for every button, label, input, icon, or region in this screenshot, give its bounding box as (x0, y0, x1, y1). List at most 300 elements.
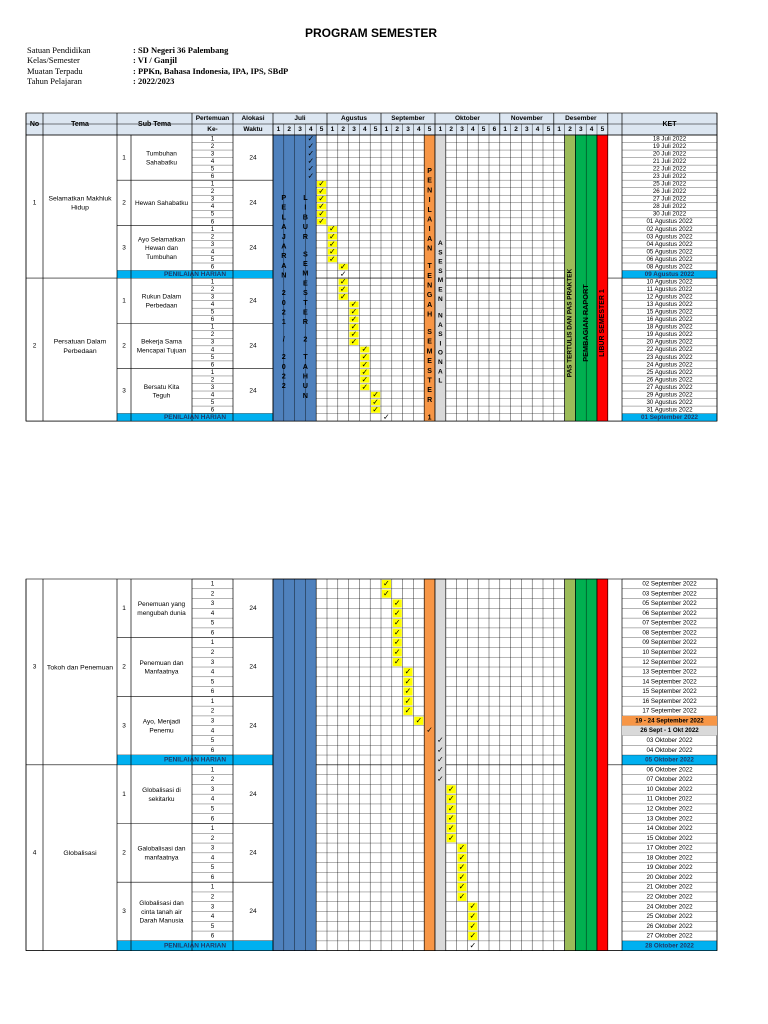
pertemuan-number: 3 (210, 240, 215, 248)
alokasi-waktu: 24 (249, 908, 257, 916)
ket-date: 12 September 2022 (642, 658, 697, 666)
check-icon: ✓ (383, 412, 390, 422)
pertemuan-number: 3 (210, 195, 215, 203)
header-week: 4 (535, 126, 540, 134)
check-icon: ✓ (350, 322, 358, 332)
ket-date: 26 Juli 2022 (652, 188, 687, 196)
check-icon: ✓ (447, 813, 455, 823)
subtheme-name: Tumbuhan Sahabatku (145, 150, 178, 167)
check-icon: ✓ (307, 133, 315, 143)
pertemuan-number: 2 (210, 376, 215, 384)
alokasi-waktu: 24 (249, 297, 257, 305)
header-tema: Tema (71, 120, 89, 128)
subtheme-name: Hewan Sahabatku (134, 200, 189, 208)
header-week: 2 (287, 126, 292, 134)
pertemuan-number: 6 (210, 316, 215, 324)
ket-date: 02 Agustus 2022 (646, 225, 693, 233)
check-icon: ✓ (361, 367, 369, 377)
ket-date: 18 Juli 2022 (652, 135, 687, 143)
ket-date: 23 Agustus 2022 (646, 353, 693, 361)
header-pertemuan-ke: Ke- (207, 126, 218, 134)
penilaian-label: PENILAIAN HARIAN (163, 414, 227, 422)
pertemuan-number: 4 (210, 158, 215, 166)
info-label: Muatan Terpadu (27, 65, 83, 76)
header-month: Oktober (454, 115, 480, 123)
theme-no: 1 (32, 199, 37, 207)
ket-date: 29 Agustus 2022 (646, 391, 693, 399)
alokasi-waktu: 24 (249, 387, 257, 395)
subtheme-no: 1 (122, 154, 126, 162)
ket-date: 30 Agustus 2022 (646, 398, 693, 406)
info-label: Satuan Pendidikan (27, 45, 91, 55)
check-icon: ✓ (361, 352, 369, 362)
pertemuan-number: 1 (210, 825, 215, 833)
pertemuan-number: 6 (210, 263, 215, 271)
alokasi-waktu: 24 (249, 605, 257, 613)
check-icon: ✓ (393, 608, 401, 618)
pertemuan-number: 4 (210, 609, 215, 617)
check-icon: ✓ (318, 186, 325, 196)
subtheme-no: 3 (122, 722, 126, 730)
ket-date: 17 September 2022 (642, 707, 697, 715)
check-icon: ✓ (437, 764, 444, 774)
check-icon: ✓ (447, 823, 455, 833)
check-icon: ✓ (404, 667, 412, 677)
pertemuan-number: 6 (210, 746, 215, 754)
check-icon: ✓ (329, 246, 336, 256)
subtheme-no: 2 (122, 663, 126, 671)
ket-date: 07 September 2022 (642, 619, 697, 627)
vertical-label-libur2: L I B U R S E M E S T E R 2 T A H U N (302, 193, 309, 400)
ket-date: 08 Agustus 2022 (646, 263, 693, 271)
check-icon: ✓ (469, 940, 477, 950)
pertemuan-number: 3 (210, 150, 215, 158)
check-icon: ✓ (458, 843, 466, 853)
ket-date: 22 Juli 2022 (652, 165, 687, 173)
subtheme-name: Bekerja Sama Mencapai Tujuan (136, 338, 187, 355)
pertemuan-number: 3 (210, 717, 215, 725)
pertemuan-number: 5 (210, 864, 215, 872)
header-pertemuan: Pertemuan (195, 115, 230, 123)
ket-date: 13 Oktober 2022 (646, 815, 693, 823)
ket-date: 17 Oktober 2022 (646, 844, 693, 852)
header-week: 1 (503, 126, 508, 134)
subtheme-name: Ayo Selamatkan Hewan dan Tumbuhan (137, 236, 186, 261)
header-week: 5 (481, 126, 486, 134)
pertemuan-number: 4 (210, 301, 215, 309)
header-week: 2 (395, 126, 400, 134)
check-icon: ✓ (339, 269, 347, 279)
check-icon: ✓ (329, 231, 336, 241)
ket-date: 16 Agustus 2022 (646, 316, 693, 324)
check-icon: ✓ (372, 397, 379, 407)
check-icon: ✓ (361, 359, 369, 369)
check-icon: ✓ (404, 676, 412, 686)
pertemuan-number: 4 (210, 854, 215, 862)
check-icon: ✓ (447, 803, 455, 813)
header-month: Agustus (341, 115, 367, 123)
subtheme-name: Bersatu Kita Teguh (143, 383, 180, 400)
pertemuan-number: 1 (210, 580, 215, 588)
ket-date: 12 Agustus 2022 (646, 293, 693, 301)
penilaian-label: PENILAIAN HARIAN (163, 271, 227, 279)
check-icon: ✓ (447, 833, 455, 843)
check-icon: ✓ (361, 382, 369, 392)
check-icon: ✓ (339, 284, 347, 294)
check-icon: ✓ (350, 337, 358, 347)
ket-date: 05 September 2022 (642, 600, 697, 608)
pertemuan-number: 3 (210, 903, 215, 911)
check-icon: ✓ (393, 657, 401, 667)
ket-date: 30 Juli 2022 (652, 210, 687, 218)
ket-date: 28 Juli 2022 (652, 203, 687, 211)
pertemuan-number: 6 (210, 873, 215, 881)
pertemuan-number: 4 (210, 913, 215, 921)
pertemuan-number: 1 (210, 697, 215, 705)
pertemuan-number: 3 (210, 785, 215, 793)
check-icon: ✓ (469, 921, 477, 931)
theme-no: 4 (32, 849, 37, 857)
alokasi-waktu: 24 (249, 790, 257, 798)
ket-date: 03 Oktober 2022 (646, 737, 693, 745)
pertemuan-number: 5 (210, 210, 215, 218)
info-label: Kelas/Semester (27, 55, 80, 66)
check-icon: ✓ (329, 239, 336, 249)
ket-date: 25 Juli 2022 (652, 180, 687, 188)
ket-date: 20 Oktober 2022 (646, 873, 693, 881)
ket-date: 24 Oktober 2022 (646, 903, 693, 911)
pertemuan-number: 6 (210, 406, 215, 414)
ket-date: 22 Oktober 2022 (646, 893, 693, 901)
ket-date: 03 September 2022 (642, 590, 697, 598)
check-icon: ✓ (383, 578, 390, 588)
ket-date: 13 Agustus 2022 (646, 301, 693, 309)
alokasi-waktu: 24 (249, 722, 257, 730)
subtheme-name: Rukun Dalam Perbedaan (141, 293, 182, 310)
header-week: 5 (319, 126, 324, 134)
header-week: 5 (600, 126, 605, 134)
ket-date: 25 Oktober 2022 (646, 913, 693, 921)
header-week: 6 (492, 126, 497, 134)
check-icon: ✓ (393, 598, 401, 608)
ket-date: 06 Agustus 2022 (646, 255, 693, 263)
ket-date: 22 Agustus 2022 (646, 346, 693, 354)
pertemuan-number: 3 (210, 658, 215, 666)
info-label: Tahun Pelajaran (27, 75, 82, 86)
theme-name: Selamatkan Makhluk Hidup (48, 195, 112, 212)
header-week: 3 (524, 126, 529, 134)
header-ket: KET (662, 120, 677, 128)
alokasi-waktu: 24 (249, 199, 257, 207)
check-icon: ✓ (393, 618, 401, 628)
ket-date: 06 September 2022 (642, 609, 697, 617)
pertemuan-number: 6 (210, 688, 215, 696)
pertemuan-number: 3 (210, 600, 215, 608)
pertemuan-number: 5 (210, 678, 215, 686)
check-icon: ✓ (458, 891, 466, 901)
pertemuan-number: 6 (210, 218, 215, 226)
check-icon: ✓ (458, 882, 466, 892)
ket-date: 14 September 2022 (642, 678, 697, 686)
ket-date: 18 Agustus 2022 (646, 323, 693, 331)
ket-date: 19 Agustus 2022 (646, 331, 693, 339)
info-value: : 2022/2023 (133, 75, 175, 86)
pertemuan-number: 2 (210, 707, 215, 715)
pertemuan-number: 4 (210, 346, 215, 354)
pertemuan-number: 4 (210, 203, 215, 211)
subtheme-name: Globalisasi dan cinta tanah air Darah Manusia (139, 900, 184, 925)
check-icon: ✓ (393, 647, 401, 657)
vertical-label-libur_sem: LIBUR SEMESTER 1 (599, 289, 607, 357)
ket-date: 19 Juli 2022 (652, 142, 687, 150)
ket-date: 27 Oktober 2022 (646, 932, 693, 940)
header-week: 5 (546, 126, 551, 134)
header-week: 5 (373, 126, 378, 134)
band-libur_sem (597, 579, 608, 951)
header-no: No (29, 120, 40, 128)
pertemuan-number: 4 (210, 727, 215, 735)
check-icon: ✓ (318, 179, 325, 189)
pertemuan-number: 2 (210, 188, 215, 196)
check-icon: ✓ (372, 404, 379, 414)
check-icon: ✓ (339, 292, 347, 302)
check-icon: ✓ (318, 216, 325, 226)
pertemuan-number: 1 (210, 766, 215, 774)
check-icon: ✓ (458, 872, 466, 882)
pertemuan-number: 3 (210, 293, 215, 301)
ket-date: 11 Oktober 2022 (646, 795, 693, 803)
check-icon: ✓ (307, 156, 315, 166)
pertemuan-number: 6 (210, 815, 215, 823)
check-icon: ✓ (307, 171, 315, 181)
pertemuan-number: 4 (210, 248, 215, 256)
header-week: 4 (470, 126, 475, 134)
page-title: PROGRAM SEMESTER (304, 26, 437, 40)
pertemuan-number: 1 (210, 368, 215, 376)
ket-date: 15 September 2022 (642, 688, 697, 696)
subtheme-no: 3 (122, 908, 126, 916)
pertemuan-number: 2 (210, 331, 215, 339)
check-icon: ✓ (458, 852, 466, 862)
header-week: 4 (416, 126, 421, 134)
check-icon: ✓ (404, 706, 412, 716)
subtheme-name: Penemuan yang mengubah dunia (137, 601, 186, 618)
ket-date: 21 Oktober 2022 (646, 883, 693, 891)
ket-date: 26 Agustus 2022 (646, 376, 693, 384)
vertical-label-raport: PEMBAGIAN RAPORT (581, 284, 591, 362)
ket-date: 09 September 2022 (642, 639, 697, 647)
subtheme-name: Ayo, Menjadi Penemu (142, 718, 181, 735)
check-icon: ✓ (329, 254, 336, 264)
pertemuan-number: 2 (210, 590, 215, 598)
pertemuan-number: 2 (210, 776, 215, 784)
info-value: : SD Negeri 36 Palembang (133, 45, 229, 55)
subtheme-name: Galobalisasi dan manfaatnya (137, 845, 186, 862)
vertical-label-asesmen: A S E S M E N N A S I O N A L (437, 240, 444, 385)
pertemuan-number: 3 (210, 383, 215, 391)
pertemuan-number: 1 (210, 135, 215, 143)
pertemuan-number: 4 (210, 795, 215, 803)
vertical-label-pts: P E N I L A I A N T E N G A H S E M E S T E R 1 (426, 168, 433, 422)
band-libur_sem (597, 135, 608, 421)
ket-date: 12 Oktober 2022 (646, 805, 693, 813)
ket-date: 10 Oktober 2022 (646, 785, 693, 793)
ket-date: 18 Oktober 2022 (646, 854, 693, 862)
pertemuan-number: 2 (210, 233, 215, 241)
header-week: 1 (384, 126, 389, 134)
pertemuan-number: 5 (210, 308, 215, 316)
theme-no: 2 (32, 342, 37, 350)
check-icon: ✓ (437, 745, 444, 755)
header-week: 2 (514, 126, 518, 134)
ket-date: 19 Oktober 2022 (646, 864, 693, 872)
check-icon: ✓ (404, 686, 412, 696)
ket-date: 10 September 2022 (642, 648, 697, 656)
subtheme-no: 2 (122, 849, 126, 857)
pertemuan-number: 5 (210, 922, 215, 930)
ket-date: 20 Juli 2022 (652, 150, 687, 158)
ket-date: 01 Agustus 2022 (646, 218, 693, 226)
ket-date: 20 Agustus 2022 (646, 338, 693, 346)
pertemuan-number: 2 (210, 286, 215, 294)
ket-date: 15 Oktober 2022 (646, 834, 693, 842)
penilaian-label: PENILAIAN HARIAN (163, 756, 227, 764)
pertemuan-number: 4 (210, 391, 215, 399)
check-icon: ✓ (307, 141, 315, 151)
check-icon: ✓ (307, 163, 315, 173)
pertemuan-number: 5 (210, 619, 215, 627)
ket-date: 02 September 2022 (642, 580, 697, 588)
header-week: 1 (330, 126, 335, 134)
check-icon: ✓ (469, 911, 477, 921)
check-icon: ✓ (350, 307, 358, 317)
check-icon: ✓ (383, 588, 390, 598)
pertemuan-number: 2 (210, 834, 215, 842)
info-value: : VI / Ganjil (133, 55, 178, 66)
pertemuan-number: 5 (210, 398, 215, 406)
ket-date: 16 September 2022 (642, 697, 697, 705)
band-pas (565, 579, 576, 951)
pertemuan-number: 3 (210, 338, 215, 346)
theme-no: 3 (32, 663, 37, 671)
header-week: 1 (438, 126, 443, 134)
ket-date: 07 Oktober 2022 (646, 776, 693, 784)
check-icon: ✓ (393, 637, 401, 647)
ket-date: 24 Agustus 2022 (646, 361, 693, 369)
pertemuan-number: 2 (210, 893, 215, 901)
pertemuan-number: 6 (210, 932, 215, 940)
pertemuan-number: 5 (210, 353, 215, 361)
ket-date: 04 Oktober 2022 (646, 746, 693, 754)
header-week: 2 (568, 126, 572, 134)
header-week: 1 (276, 126, 281, 134)
header-week: 3 (352, 126, 356, 134)
alokasi-waktu: 24 (249, 244, 257, 252)
pertemuan-number: 1 (210, 180, 215, 188)
pertemuan-number: 5 (210, 805, 215, 813)
pertemuan-number: 6 (210, 361, 215, 369)
pertemuan-number: 1 (210, 639, 215, 647)
pertemuan-number: 5 (210, 255, 215, 263)
check-icon: ✓ (415, 715, 423, 725)
pertemuan-number: 3 (210, 844, 215, 852)
header-alokasi-waktu: Waktu (243, 126, 263, 134)
check-icon: ✓ (361, 344, 369, 354)
check-icon: ✓ (447, 784, 455, 794)
pertemuan-number: 1 (210, 225, 215, 233)
pertemuan-number: 1 (210, 323, 215, 331)
alokasi-waktu: 24 (249, 154, 257, 162)
check-icon: ✓ (458, 862, 466, 872)
ket-date: 11 Agustus 2022 (646, 286, 693, 294)
ket-date: 08 September 2022 (642, 629, 697, 637)
ket-date: 26 Sept - 1 Okt 2022 (640, 727, 699, 735)
header-week: 4 (362, 126, 367, 134)
ket-date: 25 Agustus 2022 (646, 368, 693, 376)
header-week: 2 (341, 126, 346, 134)
pertemuan-number: 1 (210, 883, 215, 891)
check-icon: ✓ (469, 901, 477, 911)
subtheme-no: 2 (122, 342, 126, 350)
check-icon: ✓ (339, 276, 347, 286)
header-week: 2 (449, 126, 454, 134)
pertemuan-number: 2 (210, 649, 215, 657)
check-icon: ✓ (318, 194, 325, 204)
ket-date: 13 September 2022 (642, 668, 697, 676)
check-icon: ✓ (437, 735, 444, 745)
header-week: 3 (298, 126, 302, 134)
ket-date: 09 Agustus 2022 (644, 270, 695, 278)
header-week: 1 (557, 126, 562, 134)
check-icon: ✓ (350, 299, 358, 309)
ket-date: 05 Oktober 2022 (645, 756, 694, 764)
penilaian-label: PENILAIAN HARIAN (163, 942, 227, 950)
ket-date: 26 Oktober 2022 (646, 922, 693, 930)
theme-name: Tokoh dan Penemuan (46, 664, 114, 672)
pertemuan-number: 4 (210, 668, 215, 676)
header-week: 3 (406, 126, 410, 134)
ket-date: 10 Agustus 2022 (646, 278, 693, 286)
check-icon: ✓ (426, 725, 433, 735)
header-month: Desember (565, 115, 597, 123)
check-icon: ✓ (318, 209, 325, 219)
subtheme-no: 3 (122, 387, 126, 395)
ket-date: 04 Agustus 2022 (646, 240, 693, 248)
check-icon: ✓ (447, 794, 455, 804)
check-icon: ✓ (404, 696, 412, 706)
check-icon: ✓ (469, 931, 477, 941)
header-week: 4 (308, 126, 313, 134)
ket-date: 03 Agustus 2022 (646, 233, 693, 241)
check-icon: ✓ (361, 374, 369, 384)
header-alokasi: Alokasi (241, 115, 265, 123)
ket-date: 05 Agustus 2022 (646, 248, 693, 256)
check-icon: ✓ (437, 774, 444, 784)
ket-date: 31 Agustus 2022 (646, 406, 693, 414)
ket-date: 21 Juli 2022 (652, 157, 687, 165)
ket-date: 15 Agustus 2022 (646, 308, 693, 316)
pertemuan-number: 2 (210, 142, 215, 150)
check-icon: ✓ (393, 627, 401, 637)
vertical-label-libur: P E L A J A R A N 2 0 2 1 / 2 0 2 2 (281, 193, 287, 391)
header-month: September (391, 115, 425, 123)
alokasi-waktu: 24 (249, 849, 257, 857)
subtheme-no: 1 (122, 790, 126, 798)
header-month: November (510, 115, 543, 123)
subtheme-no: 1 (122, 297, 126, 305)
band-pts (424, 579, 435, 951)
ket-date: 28 Oktober 2022 (645, 942, 694, 950)
